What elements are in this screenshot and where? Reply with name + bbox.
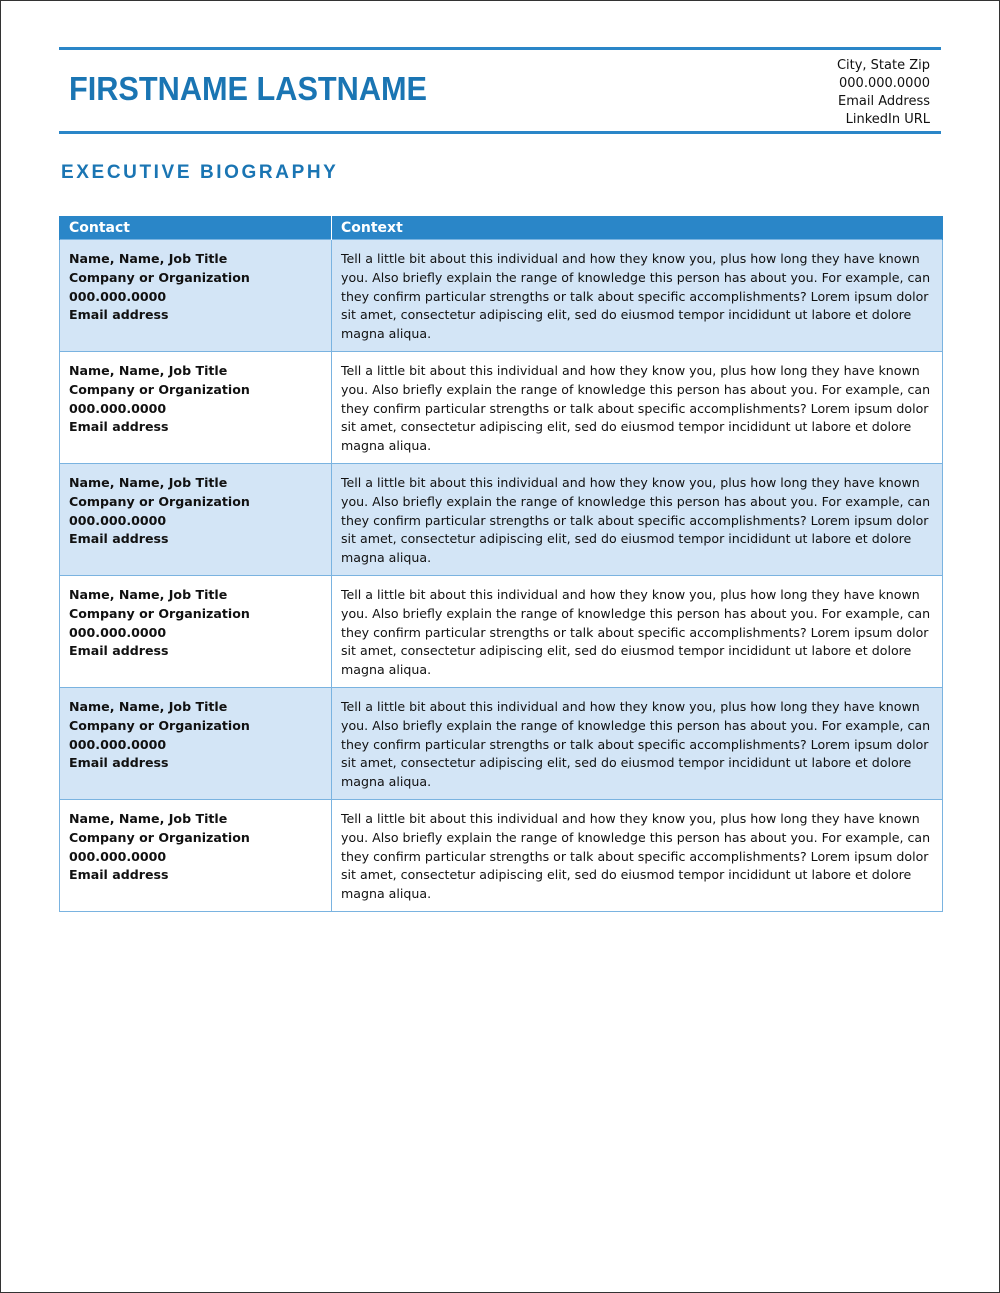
contact-cell [60,240,332,352]
phone-number: 000.000.0000 [839,76,930,91]
reference-phone: 000.000.0000 [69,400,167,416]
reference-email: Email address [69,307,169,323]
column-header-context: Context [332,216,943,240]
references-table [59,216,943,912]
column-header-contact: Contact [60,216,332,240]
reference-phone: 000.000.0000 [69,848,167,864]
reference-company: Company or Organization [69,269,250,285]
context-cell: Tell a little bit about this individual and how they know you, plus how long they have known you. Also briefly explain the range of knowledge this person has about you. For example, can they confirm particular strengths or talk about specific accomplishments? Lorem ipsum dolor sit amet, consectetur adipiscing elit, sed do eiusmod tempor incididunt ut labore et dolore magna aliqua. [332,576,943,688]
table-row [60,800,943,912]
email-address: Email Address [838,94,930,109]
contact-cell [60,800,332,912]
table-header-row [60,216,943,240]
table-row [60,576,943,688]
city-state-zip: City, State Zip [836,58,930,73]
reference-phone: 000.000.0000 [69,736,167,752]
table-row [60,352,943,464]
reference-company: Company or Organization [69,605,250,621]
reference-company: Company or Organization [69,381,250,397]
table-row [60,240,943,352]
context-cell: Tell a little bit about this individual and how they know you, plus how long they have known you. Also briefly explain the range of knowledge this person has about you. For example, can they confirm particular strengths or talk about specific accomplishments? Lorem ipsum dolor sit amet, consectetur adipiscing elit, sed do eiusmod tempor incididunt ut labore et dolore magna aliqua. [332,688,943,800]
section-title: EXECUTIVE BIOGRAPHY [61,162,339,183]
reference-company: Company or Organization [69,493,250,509]
reference-name-title: Name, Name, Job Title [69,811,228,826]
reference-email: Email address [69,531,169,547]
context-cell: Tell a little bit about this individual and how they know you, plus how long they have known you. Also briefly explain the range of knowledge this person has about you. For example, can they confirm particular strengths or talk about specific accomplishments? Lorem ipsum dolor sit amet, consectetur adipiscing elit, sed do eiusmod tempor incididunt ut labore et dolore magna aliqua. [332,240,943,352]
reference-phone: 000.000.0000 [69,624,167,640]
reference-phone: 000.000.0000 [69,288,167,304]
reference-email: Email address [69,867,169,883]
table-row [60,464,943,576]
contact-cell [60,464,332,576]
reference-email: Email address [69,643,169,659]
table-row [60,688,943,800]
reference-company: Company or Organization [69,717,250,733]
reference-email: Email address [69,755,169,771]
reference-name-title: Name, Name, Job Title [69,699,228,714]
context-cell: Tell a little bit about this individual and how they know you, plus how long they have known you. Also briefly explain the range of knowledge this person has about you. For example, can they confirm particular strengths or talk about specific accomplishments? Lorem ipsum dolor sit amet, consectetur adipiscing elit, sed do eiusmod tempor incididunt ut labore et dolore magna aliqua. [332,800,943,912]
context-cell: Tell a little bit about this individual and how they know you, plus how long they have known you. Also briefly explain the range of knowledge this person has about you. For example, can they confirm particular strengths or talk about specific accomplishments? Lorem ipsum dolor sit amet, consectetur adipiscing elit, sed do eiusmod tempor incididunt ut labore et dolore magna aliqua. [332,464,943,576]
contact-cell [60,576,332,688]
linkedin-url: LinkedIn URL [845,112,930,127]
reference-name-title: Name, Name, Job Title [69,363,228,378]
contact-cell [60,352,332,464]
context-cell: Tell a little bit about this individual and how they know you, plus how long they have known you. Also briefly explain the range of knowledge this person has about you. For example, can they confirm particular strengths or talk about specific accomplishments? Lorem ipsum dolor sit amet, consectetur adipiscing elit, sed do eiusmod tempor incididunt ut labore et dolore magna aliqua. [332,352,943,464]
reference-company: Company or Organization [69,829,250,845]
reference-name-title: Name, Name, Job Title [69,475,228,490]
person-name: FIRSTNAME LASTNAME [69,70,428,107]
reference-email: Email address [69,419,169,435]
contact-info [837,57,930,129]
contact-cell [60,688,332,800]
reference-name-title: Name, Name, Job Title [69,587,228,602]
reference-name-title: Name, Name, Job Title [69,251,228,266]
reference-phone: 000.000.0000 [69,512,167,528]
header-top-rule [59,47,941,50]
header-bottom-rule [59,131,941,134]
